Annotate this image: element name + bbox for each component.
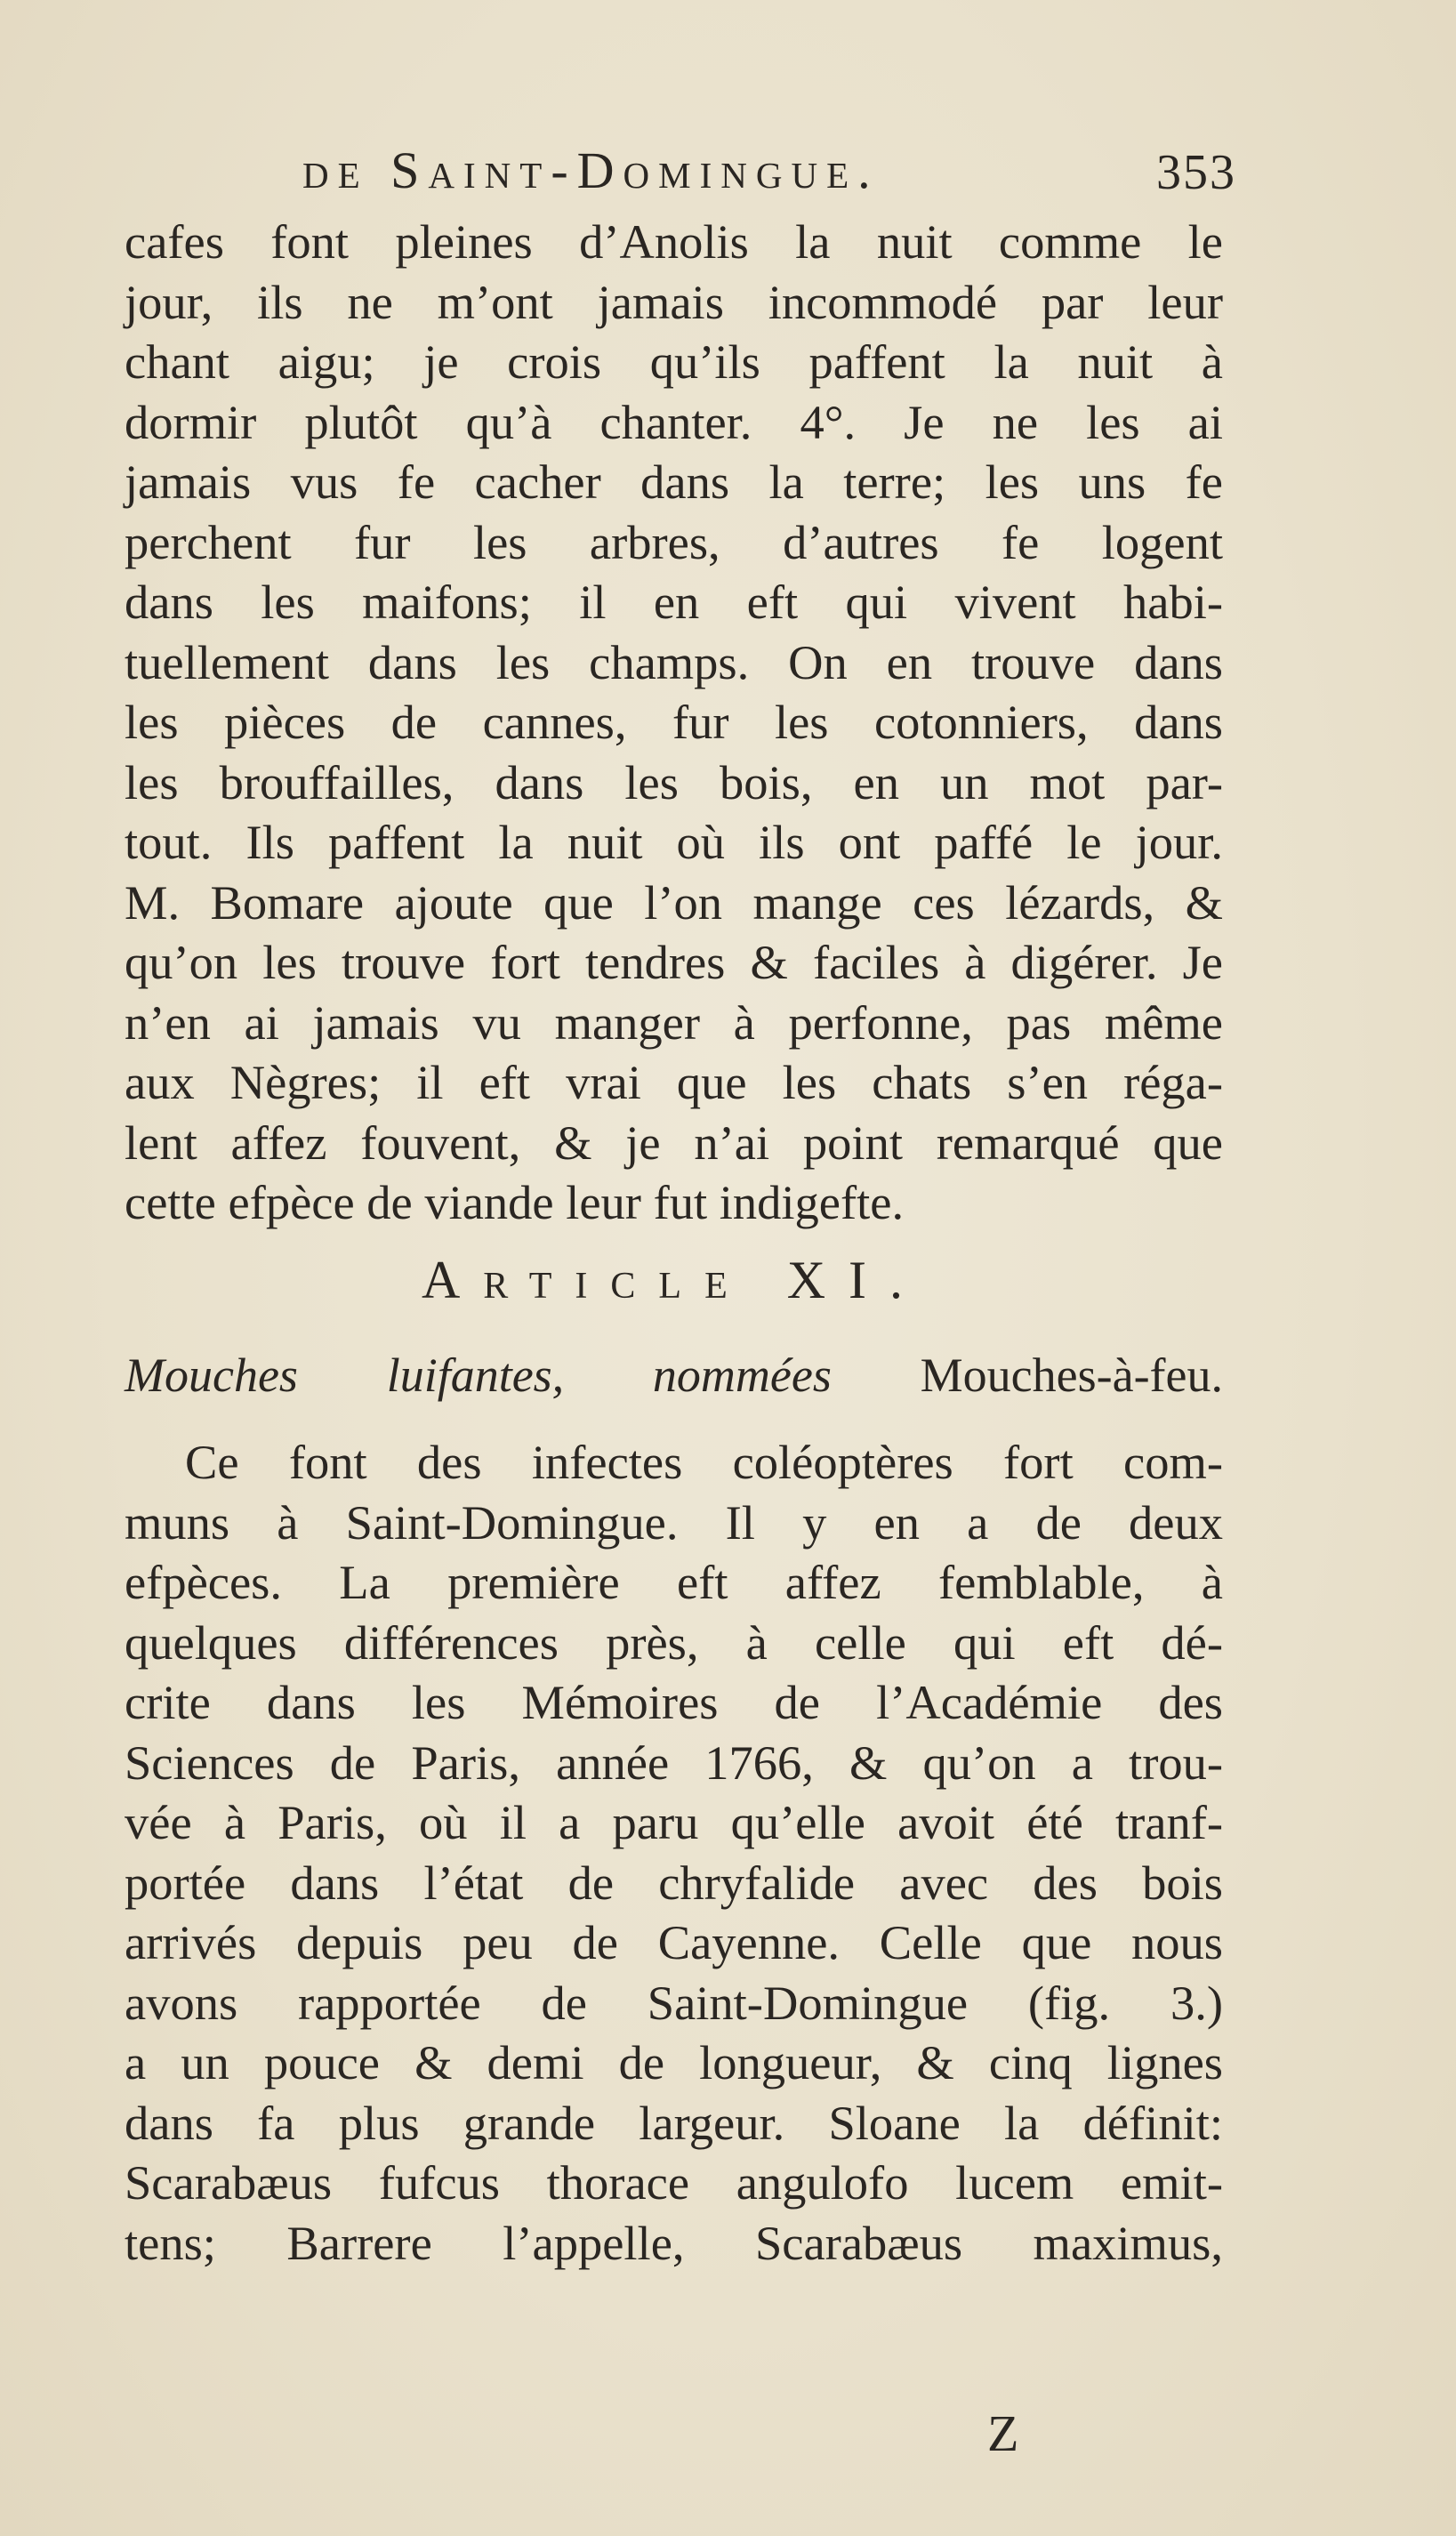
text-line: arrivés depuis peu de Cayenne. Celle que nous xyxy=(125,1915,1223,1969)
article-subtitle xyxy=(125,1348,1223,1403)
text-line: M. Bomare ajoute que l’on mange ces lézards, & xyxy=(125,874,1223,930)
text-line: dormir plutôt qu’à chanter. 4°. Je ne les ai xyxy=(125,394,1223,449)
text-line: les brouffailles, dans les bois, en un mot par- xyxy=(125,754,1223,809)
text-line: n’en ai jamais vu manger à perfonne, pas même xyxy=(125,994,1223,1050)
text-line: tout. Ils paffent la nuit où ils ont paffé le jour. xyxy=(125,815,1223,869)
paragraph-article xyxy=(125,1432,1223,2273)
text-line: dans fa plus grande largeur. Sloane la définit: xyxy=(125,2095,1223,2150)
text-line: Ce font des infectes coléoptères fort com- xyxy=(185,1435,1223,1489)
catchword: Z xyxy=(987,2404,1019,2462)
text-line: efpèces. La première eft affez femblable, à xyxy=(125,1555,1223,1609)
text-line: vée à Paris, où il a paru qu’elle avoit été tranf- xyxy=(125,1795,1223,1849)
text-line: les pièces de cannes, fur les cotonniers, dans xyxy=(125,695,1223,749)
running-head: de Saint-Domingue. xyxy=(302,141,880,199)
page-header xyxy=(125,141,1236,212)
paragraph-continued xyxy=(125,212,1223,1233)
text-line: crite dans les Mémoires de l’Académie des xyxy=(125,1675,1223,1729)
text-line: cette efpèce de viande leur fut indigefte. xyxy=(125,1175,905,1229)
text-line: cafes font pleines d’Anolis la nuit comme le xyxy=(125,214,1223,269)
text-line: Scarabæus fufcus thorace angulofo lucem emit- xyxy=(125,2155,1223,2210)
text-line: muns à Saint-Domingue. Il y en a de deux xyxy=(125,1494,1223,1550)
text-line: a un pouce & demi de longueur, & cinq lignes xyxy=(125,2035,1223,2089)
text-line: dans les maifons; il en eft qui vivent habi- xyxy=(125,575,1223,629)
text-line: qu’on les trouve fort tendres & faciles à digérer. Je xyxy=(125,935,1223,989)
text-line: lent affez fouvent, & je n’ai point remarqué que xyxy=(125,1115,1223,1170)
article-heading: Article XI. xyxy=(421,1251,927,1309)
text-line: jour, ils ne m’ont jamais incommodé par leur xyxy=(125,274,1223,329)
text-line: tens; Barrere l’appelle, Scarabæus maximus, xyxy=(125,2215,1223,2270)
text-line: quelques différences près, à celle qui eft dé- xyxy=(125,1614,1223,1670)
text-line: chant aigu; je crois qu’ils paffent la nuit à xyxy=(125,334,1223,389)
text-line: perchent fur les arbres, d’autres fe logent xyxy=(125,514,1223,569)
text-line: portée dans l’état de chryfalide avec des bois xyxy=(125,1855,1223,1910)
subtitle-roman: Mouches-à-feu. xyxy=(920,1349,1224,1402)
text-line: avons rapportée de Saint-Domingue (fig. 3.) xyxy=(125,1975,1223,2030)
text-line: jamais vus fe cacher dans la terre; les uns fe xyxy=(125,455,1223,509)
text-line: aux Nègres; il eft vrai que les chats s’en réga- xyxy=(125,1055,1223,1109)
text-line: tuellement dans les champs. On en trouve dans xyxy=(125,634,1223,689)
subtitle-italic: Mouches luifantes, nommées xyxy=(125,1349,832,1402)
page-number: 353 xyxy=(1156,145,1236,200)
text-line: Sciences de Paris, année 1766, & qu’on a trou- xyxy=(125,1735,1223,1790)
